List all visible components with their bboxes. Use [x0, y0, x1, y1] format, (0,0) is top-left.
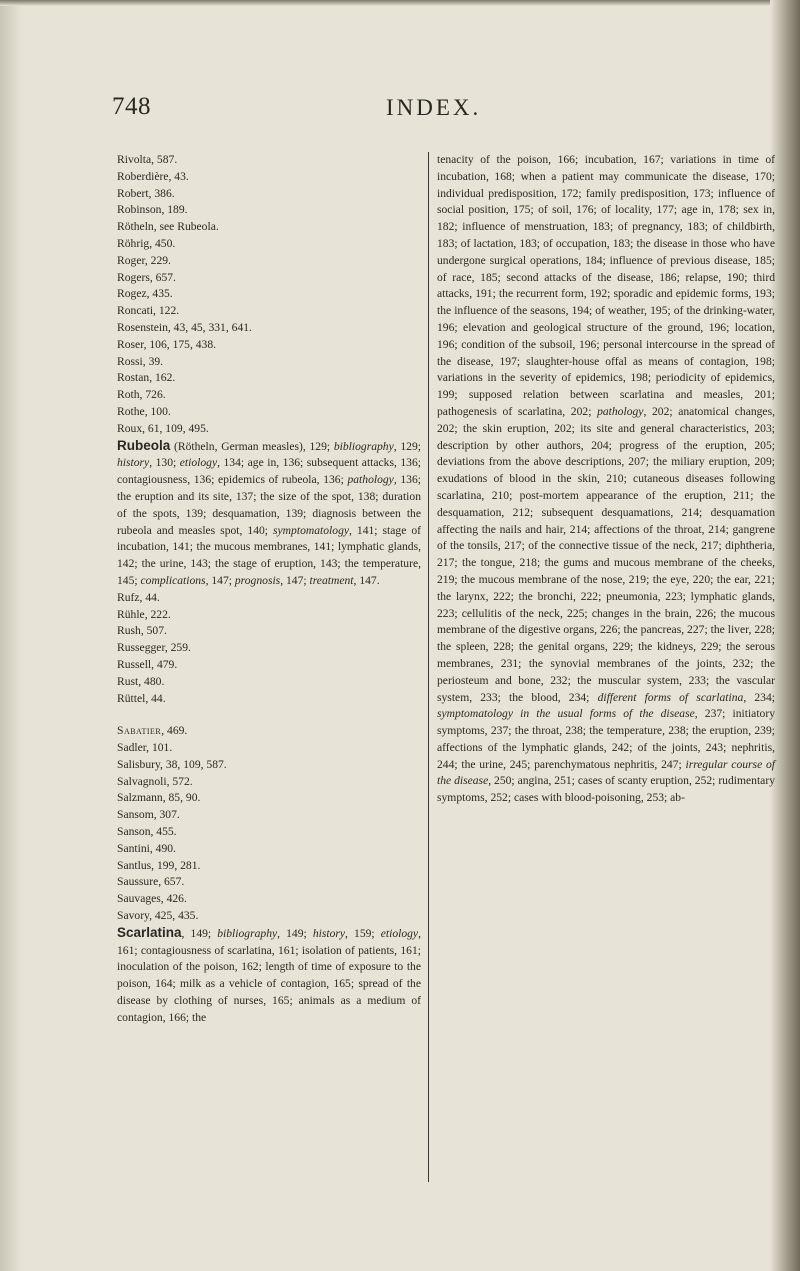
index-entry: Roth, 726. [117, 388, 166, 402]
index-entry: Rostan, 162. [117, 371, 176, 385]
index-entry: Rogers, 657. [117, 270, 176, 284]
index-entry: Rufz, 44. [117, 590, 160, 604]
section-gap [117, 707, 421, 723]
index-entry: Santlus, 199, 281. [117, 858, 201, 872]
page-number: 748 [112, 93, 151, 120]
index-entry: Sanson, 455. [117, 825, 177, 839]
index-entry: Roberdière, 43. [117, 169, 189, 183]
index-entry: Rush, 507. [117, 624, 167, 638]
headword-scarlatina: Scarlatina [117, 924, 182, 940]
index-entry: Roser, 106, 175, 438. [117, 337, 217, 351]
index-entry: Roux, 61, 109, 495. [117, 421, 209, 435]
index-entry: Salvagnoli, 572. [117, 774, 193, 788]
index-entry: Rüttel, 44. [117, 691, 166, 705]
index-entry-sabatier: Sabatier, 469. [117, 724, 188, 738]
index-entry-scarlatina: Scarlatina, 149; bibliography, 149; history, 159; etiology, 161; contagiousness of scarlatina, 161; isolation of patients, 161; inoculation of the poison, 162; length of time of exposure to the poison, 164; milk as a vehicle of contagion, 165; spread of the disease by clothing of nurses, 165; animals as a medium of contagion, 166; the [117, 924, 421, 1024]
index-entry: Roger, 229. [117, 253, 171, 267]
index-entry: Savory, 425, 435. [117, 909, 199, 923]
index-entry: Salisbury, 38, 109, 587. [117, 757, 227, 771]
index-entry: Sansom, 307. [117, 808, 180, 822]
index-entry: Sadler, 101. [117, 741, 173, 755]
index-entry: Rothe, 100. [117, 404, 171, 418]
index-entries-group-a [117, 152, 421, 438]
index-entries-group-b [117, 590, 421, 708]
index-entry: Robinson, 189. [117, 203, 188, 217]
index-entry: Rühle, 222. [117, 607, 171, 621]
index-entry: Rossi, 39. [117, 354, 164, 368]
index-entry: Rogez, 435. [117, 287, 173, 301]
index-column-right [437, 152, 775, 807]
index-entry: Russegger, 259. [117, 641, 191, 655]
index-entry-rubeola: Rubeola (Rötheln, German measles), 129; bibliography, 129; history, 130; etiology, 134; age in, 136; subsequent attacks, 136; contagiousness, 136; epidemics of rubeola, 136; pathology, 136; the eruption and its site, 137; the size of the spot, 138; duration of the spots, 139; desquamation, 139; diagnosis between the rubeola and measles spot, 140; symptomatology, 141; stage of incubation, 141; the mucous membranes, 141; lymphatic glands, 142; the urine, 143; the stage of eruption, 143; the temperature, 145; complications, 147; prognosis, 147; treatment, 147. [117, 437, 421, 587]
running-head: INDEX. [386, 95, 482, 120]
index-column-left [117, 152, 421, 1027]
index-entry: Santini, 490. [117, 841, 176, 855]
column-divider [428, 152, 429, 1182]
page-shadow-left [0, 0, 22, 1271]
page-header [0, 93, 800, 127]
page-shadow-top [0, 0, 800, 6]
index-entry: Röhrig, 450. [117, 236, 176, 250]
index-entry: Russell, 479. [117, 657, 178, 671]
index-entry: Rötheln, see Rubeola. [117, 220, 219, 234]
index-entry: Rosenstein, 43, 45, 331, 641. [117, 320, 252, 334]
index-entry: Salzmann, 85, 90. [117, 791, 201, 805]
index-entry: Rivolta, 587. [117, 153, 178, 166]
headword-rubeola: Rubeola [117, 437, 171, 453]
index-entry: Saussure, 657. [117, 875, 185, 889]
index-entry: Sauvages, 426. [117, 892, 187, 906]
index-entry: Rust, 480. [117, 674, 165, 688]
index-entries-group-c [117, 740, 421, 925]
index-entry: Robert, 386. [117, 186, 175, 200]
index-entry: Roncati, 122. [117, 304, 180, 318]
scarlatina-continuation: tenacity of the poison, 166; incubation, 167; variations in time of incubation, 168; when a patient may communicate the disease, 170; individual predisposition, 172; family predisposition, 173; influence of social position, 175; of soil, 176; of locality, 177; age in, 178; sex in, 182; influence of menstruation, 183; of pregnancy, 183; of childbirth, 183; of lactation, 183; of occupation, 183; the disease in those who have undergone surgical operations, 184; influence of previous disease, 185; of race, 185; second attacks of the disease, 186; relapse, 190; third attacks, 191; the recurrent form, 192; sporadic and epidemic forms, 193; the influence of the seasons, 194; of weather, 195; of the drinking-water, 196; elevation and geological structure of the ground, 196; location, 196; condition of the subsoil, 196; personal intercourse in the spread of the disease, 197; slaughter-house offal as means of contagion, 198; variations in the severity of epidemics, 198; periodicity of epidemics, 199; supposed relation between scarlatina and measles, 201; pathogenesis of scarlatina, 202; pathology, 202; anatomical changes, 202; the skin eruption, 202; its site and general characteristics, 203; description by other authors, 204; progress of the eruption, 205; deviations from the above descriptions, 207; the miliary eruption, 209; exudations of blood in the skin, 210; cutaneous diseases following scarlatina, 210; post-mortem appearance of the eruption, 211; the desquamation, 212; subsequent desquamations, 214; desquamation affecting the nails and hair, 214; affections of the throat, 214; gangrene of the tonsils, 217; of the connective tissue of the neck, 217; diphtheria, 217; the tongue, 218; the gums and mucous membrane of the cheeks, 219; the mucous membrane of the nose, 219; the eye, 220; the ear, 221; the larynx, 222; the bronchi, 222; pneumonia, 223; lymphatic glands, 223; cellulitis of the neck, 225; changes in the brain, 226; the mucous membrane of the digestive organs, 226; the pancreas, 227; the liver, 228; the spleen, 228; the genital organs, 229; the kidneys, 229; the serous membranes, 231; the synovial membranes of the joints, 232; the periosteum and bone, 232; the muscular system, 233; the vascular system, 233; the blood, 234; different forms of scarlatina, 234; symptomatology in the usual forms of the disease, 237; initiatory symptoms, 237; the throat, 238; the temperature, 238; the eruption, 239; affections of the lymphatic glands, 242; of the joints, 243; nephritis, 244; the urine, 245; parenchymatous nephritis, 247; irregular course of the disease, 250; angina, 251; cases of scanty eruption, 252; rudimentary symptoms, 252; cases with blood-poisoning, 253; ab- [437, 153, 775, 805]
